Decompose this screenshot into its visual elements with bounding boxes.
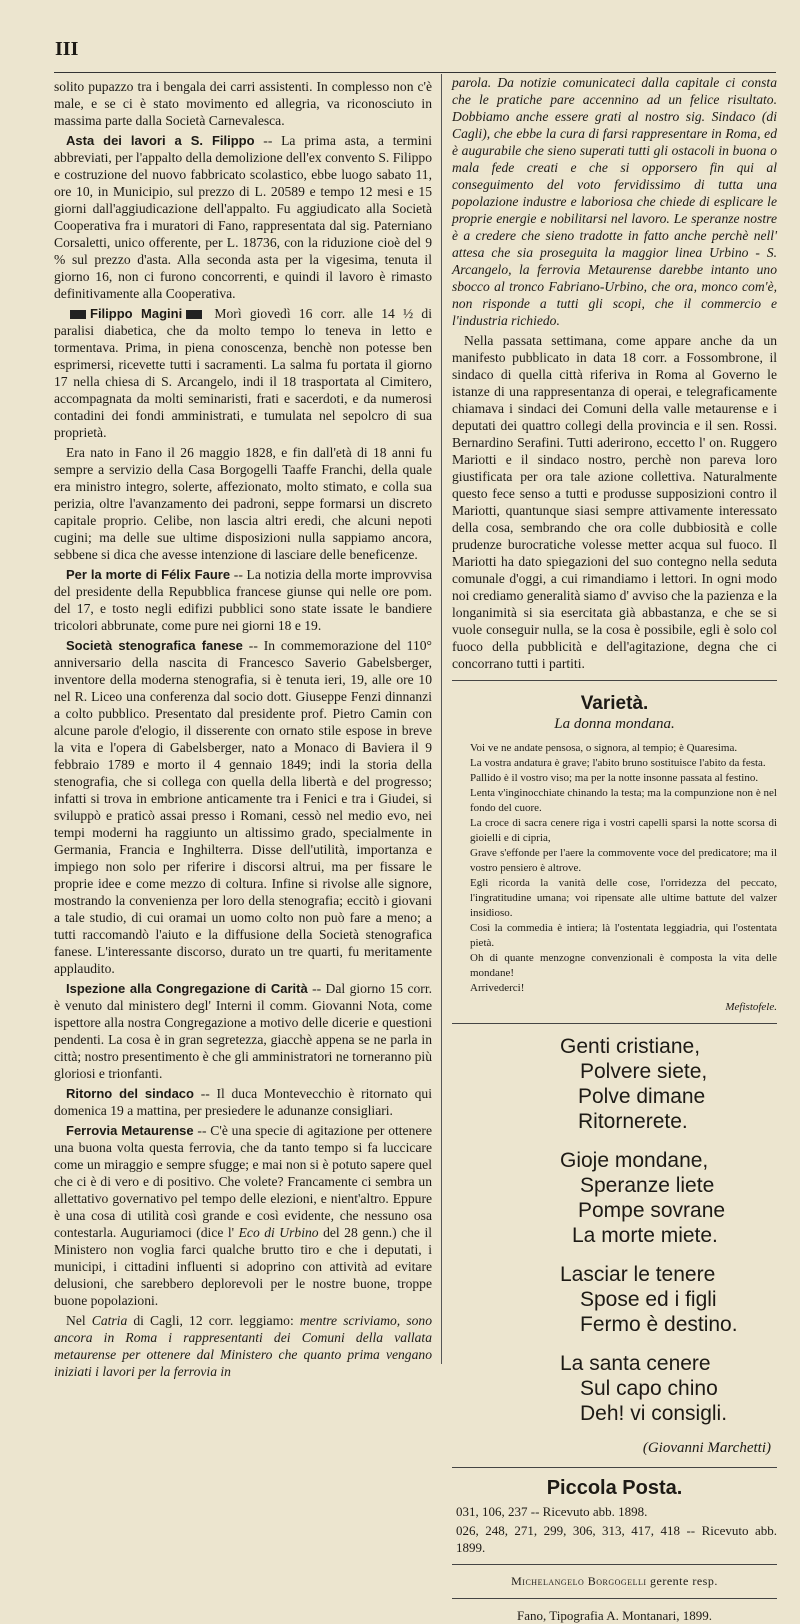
stanza-line: Polvere siete,: [580, 1060, 708, 1083]
article-text: -- Il duca Montevecchio è ritornato qui domenica 19 a mattina, per presiedere le adunanze consigliari.: [54, 1086, 432, 1118]
stanza-line: Deh! vi consigli.: [580, 1402, 728, 1425]
article-heading: Ferrovia Metaurense: [66, 1123, 194, 1138]
page-number: III: [55, 38, 79, 60]
stanza-line: Lasciar le tenere: [560, 1263, 716, 1286]
article-ferrovia: [54, 1122, 432, 1309]
stanza-line: Ritornerete.: [578, 1110, 688, 1133]
poem-line: Così la commedia è intiera; là l'ostentata leggiadria, qui l'ostentata pietà.: [470, 922, 777, 949]
stanza-line: Polve dimane: [578, 1085, 706, 1108]
stanza-line: Pompe sovrane: [578, 1199, 726, 1222]
text-fragment: di Cagli, 12 corr. leggiamo:: [127, 1313, 300, 1328]
article-text: -- C'è una specie di agitazione per ottenere una buona volta questa ferrovia, che da tanto tempo si fa luccicare come un miraggio e sempre sfugge; e mai non si è potuto sapere quel che ci è di vero e di positivo. Che volete? Francamente ci sembra un allettativo governativo pel tempo delle elezioni, e nient'altro. Eppure è una cosa di utilità così grande e così evidente, che nessuno osa contestarla. Auguriamoci (dice l': [54, 1123, 432, 1240]
right-column: [452, 74, 777, 1624]
article-text-b: del 28 genn.) che il Ministero non voglia farci qualche brutto tiro e che i deputati, i municipi, i cittadini influenti si adoprino con attività ad evitare delusioni, che sarebbero deplorevoli per le nostre buone, troppe buone popolazioni.: [54, 1225, 432, 1308]
section-rule: [452, 680, 777, 681]
article-heading: Ispezione alla Congregazione di Carità: [66, 981, 308, 996]
article-heading: Asta dei lavori a S. Filippo: [66, 133, 255, 148]
article-heading: Ritorno del sindaco: [66, 1086, 194, 1101]
gerente-line: [452, 1573, 777, 1590]
newspaper-name: Eco di Urbino: [238, 1225, 319, 1240]
posta-line: 026, 248, 271, 299, 306, 313, 417, 418 -- Ricevuto abb. 1899.: [456, 1523, 777, 1555]
poem-line: La croce di sacra cenere riga i vostri capelli sparsi la notte scorsa di gioielli e di cipria,: [470, 817, 777, 844]
poem-line: Lenta v'inginocchiate chinando la testa; ma la compunzione non è nel fondo del cuore.: [470, 787, 777, 814]
stanza-2: [452, 1148, 777, 1248]
article-ispezione: [54, 980, 432, 1082]
poem-line: Oh di quante menzogne convenzionali è composta la vita delle mondane!: [470, 952, 777, 979]
stanza-line: Gioje mondane,: [560, 1149, 709, 1172]
prose-poem: [452, 741, 777, 1015]
stanza-line: La santa cenere: [560, 1352, 711, 1375]
article-ferrovia-2: [54, 1312, 432, 1380]
article-ritorno: [54, 1085, 432, 1119]
fossombrone-paragraph: Nella passata settimana, come appare anche da un manifesto pubblicato in data 18 corr. a Fossombrone, il sindaco di quella città riferiva in Roma al Governo le istanze di una rappresentanza di operai, e telegraficamente chiamava i sindaci dei Comuni della valle metaurense e i deputati dei quattro collegi della provincia e il sen. Rossi. Bernardino Serafini. Tutti aderirono, eccetto l' on. Ruggero Mariotti e il sindaco nostro, perchè non pareva loro giustificata per ora tale azione collettiva. Naturalmente questo fece senso a tutti e produsse supposizioni contro il Mariotti, quantunque siasi sempre attivamente interessato della cosa, sembrando che ora colle dubbiosità e colle prudenze burocratiche volesse metter acqua sul fuoco. Il Mariotti ha dato spiegazioni del suo contegno nella seduta comunale d'oggi, a cui rimandiamo i lettori. In ogni modo noi crediamo generalità siamo d' avviso che la pazienza e la longanimità si sia esercitata già abbastanza, e che se si vuole conseguir nulla, se la cosa è possibile, egli è solo col fuoco della pubblicità e dell'agitazione, degna che ci concorrano tutti i partiti.: [452, 333, 777, 671]
section-rule: [452, 1598, 777, 1599]
stanza-1: [452, 1034, 777, 1134]
mourning-bar-left: [70, 310, 86, 319]
article-text: -- La notizia della morte improvvisa del presidente della Repubblica francese giunse qui nelle ore pom. del 17, e tosto negli edifizi pubblici sono state issate le bandiere tricolori abbrunate, come pure nei giorni 18 e 19.: [54, 567, 432, 633]
article-text: Morì giovedì 16 corr. alle 14 ½ di paralisi diabetica, che da molto tempo lo teneva in letto e tormentava. Prima, in piena conoscenza, benchè non potesse ben esprimersi, ricevette tutti i sacramenti. La salma fu portata il giorno 17 nella chiesa di S. Arcangelo, indi il 18 trasportata al Cimitero, accompagnata da molti seminaristi, frati e sacerdoti, e da numerosi contadini dei fondi amministrati, e tumulata nel sepolcro di sua proprietà.: [54, 306, 432, 440]
section-rule: [452, 1467, 777, 1468]
poem-line: Arrivederci!: [470, 982, 525, 994]
text-fragment: Nel: [66, 1313, 92, 1328]
poem-line: Pallido è il vostro viso; ma per la notte insonne passata al festino.: [470, 772, 759, 784]
poem-stanzas: [452, 1034, 777, 1426]
column-divider: [441, 74, 442, 1364]
gerente-name: Michelangelo Borgogelli: [511, 1574, 647, 1588]
printer-line: Fano, Tipografia A. Montanari, 1899.: [517, 1608, 712, 1623]
stanza-line: Spose ed i figli: [580, 1288, 717, 1311]
stanza-line: Genti cristiane,: [560, 1035, 701, 1058]
poem-author: (Giovanni Marchetti): [642, 1440, 771, 1456]
posta-title: Piccola Posta.: [546, 1477, 683, 1499]
article-magini-2: Era nato in Fano il 26 maggio 1828, e fin dall'età di 18 anni fu sempre a servizio della Casa Borgogelli Taaffe Franchi, della quale era ministro integro, solerte, affezionato, molto stimato, e colla sua perizia, oltre l'avanzamento dei padroni, seppe formarsi un discreto capitale proprio. Celibe, non lascia altri eredi, che alcuni nepoti cugini; ma delle sue ultime disposizioni nulla sappiamo ancora, sebbene si dica che avesse intenzione di lasciare delle beneficenze.: [54, 445, 432, 562]
signature: Mefistofele.: [725, 1001, 777, 1013]
article-heading: Per la morte di Félix Faure: [66, 567, 231, 582]
article-heading: Società stenografica fanese: [66, 638, 243, 653]
poem-line: La vostra andatura è grave; l'abito bruno sostituisce l'abito da festa.: [470, 757, 766, 769]
article-text: -- In commemorazione del 110° anniversario della nascita di Francesco Saverio Gabelsberger, inventore della moderna stenografia, si è tenuta ieri, 19, alle ore 10 nel R. Liceo una conferenza dal socio dott. Giuseppe Fenzi dinnanzi a colto pubblico. Presentato dal presidente prof. Pietro Camin con alcune parole d'elogio, il disserente con ornato stile espose in breve la vita e l'opera di Gabelsberger, nato a Monaco di Baviera il 9 febbraio 1789 e morto il 4 gennaio 1849; indi la storia della stenografia, che si collega con quella della libertà e del progresso; infatti si trova in embrione anticamente tra i Fenici e tra i Giudei, si sviluppò e praticò assai presso i Romani, cessò nel medio evo, nei tempi moderni ha raggiunto un altissimo grado, specialmente in Germania, Francia e Inghilterra. Disse dell'utilità, importanza e impiego non solo per riferire i discorsi altrui, ma per fissare le proprie idee e come mezzo di coltura. Infine si rivolse alle signore, mostrando la convenienza per loro della stenografia; eccitò i giovani a tale studio, di cui oramai un uomo colto non può fare a meno; a tutti raccomandò l'aiuto e la diffusione della Società stenografica fanese. L'interessante discorso, durato un tre quarti, fu meritamente applaudito.: [54, 638, 432, 976]
ferrovia-continued: parola. Da notizie comunicateci dalla capitale ci consta che le pratiche pare accennino ad un felice risultato. Dobbiamo anche essere grati al nostro sig. Sindaco (di Cagli), che ebbe la cura di farsi rappresentare in Roma, ed è augurabile che sieno superati tutti gli ostacoli in buona o mala fede creati e che si opporsero fin qui al conseguimento del voto fervidissimo di tutta una popolazione industre e laboriosa che chiede di esplicare le proprie energie e nobilitarsi nel lavoro. Le speranze nostre è a credere che sieno tradotte in fatto anche perchè nell' attesa che sia proseguita la maggior linea Urbino - S. Arcangelo, la ferrovia Metaurense darebbe intanto uno sbocco al tronco Fabriano-Urbino, che ora, monco com'è, non risponde a tutti gli scopi, che il commercio e l'industria richiedo.: [452, 75, 777, 328]
left-column: [54, 78, 432, 1383]
varieta-title: Varietà.: [580, 693, 649, 714]
newspaper-name: Catria: [91, 1313, 128, 1328]
quoted-text: mentre scriviamo, sono ancora in Roma i rappresentanti dei Comuni della vallata metaurense per ottenere dal Ministero che quanto prima vengano iniziati i lavori per la ferrovia in: [54, 1313, 432, 1379]
stanza-line: Speranze liete: [580, 1174, 715, 1197]
top-rule: [54, 72, 776, 73]
article-magini: [54, 305, 432, 441]
article-stenografica: [54, 637, 432, 977]
stanza-3: [452, 1262, 777, 1337]
article-heading: Filippo Magini: [90, 306, 183, 321]
posta-line: 031, 106, 237 -- Ricevuto abb. 1898.: [456, 1504, 648, 1519]
section-rule: [452, 1564, 777, 1565]
stanza-line: Fermo è destino.: [580, 1313, 738, 1336]
carnival-paragraph: solito pupazzo tra i bengala dei carri assistenti. In complesso non c'è male, e se ci è stato movimento ed allegria, va riconosciuto in massima parte dalla Società Carnevalesca.: [54, 79, 432, 128]
stanza-line: La morte miete.: [572, 1224, 718, 1247]
poem-line: Voi ve ne andate pensosa, o signora, al tempio; è Quaresima.: [470, 742, 738, 754]
mourning-bar-right: [186, 310, 202, 319]
stanza-line: Sul capo chino: [580, 1377, 718, 1400]
gerente-role: gerente resp.: [646, 1574, 718, 1588]
section-rule: [452, 1023, 777, 1024]
poem-line: Egli ricorda la vanità delle cose, l'orridezza del peccato, l'ingratitudine umana; voi ripensate alle ultime battute del valzer insidioso.: [470, 877, 777, 919]
article-text: -- La prima asta, a termini abbreviati, per l'appalto della demolizione dell'ex convento S. Filippo e costruzione del nuovo fabbricato scolastico, ebbe luogo sabato 11, ore 10, in Municipio, sul prezzo di L. 20589 e tempo 12 mesi e 15 giorni dall'aggiudicazione dell'appalto. Fu aggiudicato alla Società Cooperativa fra i muratori di Fano, rappresentata dal sig. Paterniano Corsaletti, unico offerente, per L. 18736, con la riduzione cioè del 9 % sul prezzo d'asta. Alla seconda asta per la vigesima, tenuta il giorno 16, non ci furono concorrenti, e quindi il lavoro è rimasto definitivamente alla Cooperativa.: [54, 133, 432, 301]
article-faure: [54, 566, 432, 634]
stanza-4: [452, 1351, 777, 1426]
article-asta: [54, 132, 432, 302]
article-text: -- Dal giorno 15 corr. è venuto dal ministero degl' Interni il comm. Giovanni Nota, come ispettore alla nostra Congregazione a motivo delle dicerie e questioni pendenti. La cosa è in gran segretezza, giacchè appena se ne parla in città; nostro presentimento è che gli amministratori ne torneranno più gloriosi e trionfanti.: [54, 981, 432, 1081]
poem-line: Grave s'effonde per l'aere la commovente voce del predicatore; ma il vostro pensiero è altrove.: [470, 847, 777, 874]
varieta-subtitle: La donna mondana.: [554, 716, 675, 732]
